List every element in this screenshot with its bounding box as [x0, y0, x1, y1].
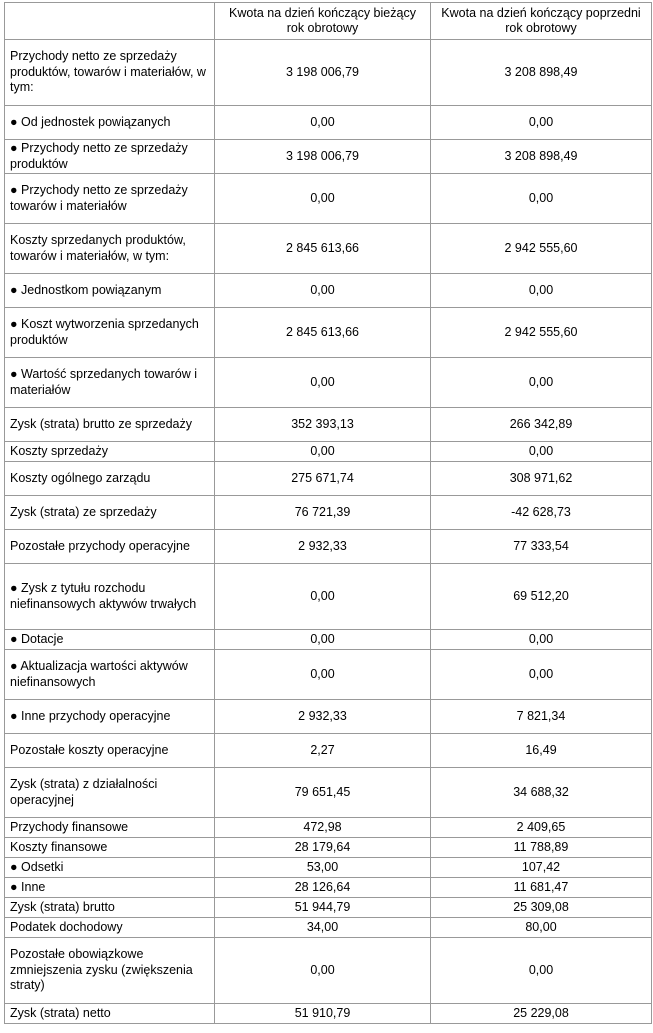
- current-year-value: 76 721,39: [215, 496, 431, 530]
- current-year-value: 0,00: [215, 106, 431, 140]
- current-year-value: 51 910,79: [215, 1004, 431, 1024]
- current-year-value: 3 198 006,79: [215, 140, 431, 174]
- current-year-value: 2 932,33: [215, 700, 431, 734]
- table-row: [5, 918, 652, 938]
- row-label: ● Zysk z tytułu rozchodu niefinansowych aktywów trwałych: [5, 564, 215, 630]
- header-empty: [5, 3, 215, 40]
- table-row: [5, 1004, 652, 1024]
- table-row: [5, 358, 652, 408]
- current-year-value: 0,00: [215, 442, 431, 462]
- table-row: [5, 878, 652, 898]
- table-row: [5, 650, 652, 700]
- previous-year-value: 11 681,47: [431, 878, 652, 898]
- row-label: ● Inne przychody operacyjne: [5, 700, 215, 734]
- previous-year-value: 7 821,34: [431, 700, 652, 734]
- current-year-value: 28 126,64: [215, 878, 431, 898]
- previous-year-value: 308 971,62: [431, 462, 652, 496]
- table-row: [5, 700, 652, 734]
- previous-year-value: 0,00: [431, 174, 652, 224]
- row-label: Przychody finansowe: [5, 818, 215, 838]
- current-year-value: 0,00: [215, 358, 431, 408]
- current-year-value: 2 845 613,66: [215, 308, 431, 358]
- table-row: [5, 462, 652, 496]
- row-label: ● Przychody netto ze sprzedaży towarów i materiałów: [5, 174, 215, 224]
- header-row: [5, 3, 652, 40]
- table-row: [5, 496, 652, 530]
- previous-year-value: 0,00: [431, 358, 652, 408]
- table-row: [5, 274, 652, 308]
- table-row: [5, 938, 652, 1004]
- table-row: [5, 630, 652, 650]
- previous-year-value: 266 342,89: [431, 408, 652, 442]
- previous-year-value: 0,00: [431, 630, 652, 650]
- row-label: Koszty finansowe: [5, 838, 215, 858]
- previous-year-value: 11 788,89: [431, 838, 652, 858]
- row-label: Pozostałe obowiązkowe zmniejszenia zysku (zwiększenia straty): [5, 938, 215, 1004]
- table-row: [5, 530, 652, 564]
- previous-year-value: 2 942 555,60: [431, 224, 652, 274]
- table-row: [5, 858, 652, 878]
- table-row: [5, 818, 652, 838]
- current-year-value: 79 651,45: [215, 768, 431, 818]
- previous-year-value: 2 409,65: [431, 818, 652, 838]
- row-label: ● Dotacje: [5, 630, 215, 650]
- previous-year-value: 0,00: [431, 106, 652, 140]
- previous-year-value: 16,49: [431, 734, 652, 768]
- previous-year-value: 25 229,08: [431, 1004, 652, 1024]
- row-label: Koszty sprzedaży: [5, 442, 215, 462]
- row-label: ● Przychody netto ze sprzedaży produktów: [5, 140, 215, 174]
- previous-year-value: 0,00: [431, 650, 652, 700]
- current-year-value: 2 932,33: [215, 530, 431, 564]
- row-label: Przychody netto ze sprzedaży produktów, towarów i materiałów, w tym:: [5, 40, 215, 106]
- previous-year-value: 2 942 555,60: [431, 308, 652, 358]
- previous-year-value: 3 208 898,49: [431, 140, 652, 174]
- table-row: [5, 442, 652, 462]
- row-label: Zysk (strata) brutto ze sprzedaży: [5, 408, 215, 442]
- current-year-value: 0,00: [215, 650, 431, 700]
- current-year-value: 3 198 006,79: [215, 40, 431, 106]
- previous-year-value: 69 512,20: [431, 564, 652, 630]
- row-label: Koszty ogólnego zarządu: [5, 462, 215, 496]
- row-label: ● Koszt wytworzenia sprzedanych produktów: [5, 308, 215, 358]
- current-year-value: 51 944,79: [215, 898, 431, 918]
- row-label: ● Aktualizacja wartości aktywów niefinansowych: [5, 650, 215, 700]
- table-row: [5, 140, 652, 174]
- row-label: ● Wartość sprzedanych towarów i materiałów: [5, 358, 215, 408]
- current-year-value: 352 393,13: [215, 408, 431, 442]
- current-year-value: 0,00: [215, 274, 431, 308]
- current-year-value: 275 671,74: [215, 462, 431, 496]
- table-row: [5, 174, 652, 224]
- current-year-value: 53,00: [215, 858, 431, 878]
- current-year-value: 0,00: [215, 938, 431, 1004]
- previous-year-value: 107,42: [431, 858, 652, 878]
- row-label: ● Inne: [5, 878, 215, 898]
- previous-year-value: 34 688,32: [431, 768, 652, 818]
- previous-year-value: 80,00: [431, 918, 652, 938]
- table-row: [5, 106, 652, 140]
- table-row: [5, 564, 652, 630]
- current-year-value: 0,00: [215, 630, 431, 650]
- header-previous-year: Kwota na dzień kończący poprzedni rok obrotowy: [431, 3, 652, 40]
- current-year-value: 0,00: [215, 564, 431, 630]
- row-label: Zysk (strata) brutto: [5, 898, 215, 918]
- row-label: Podatek dochodowy: [5, 918, 215, 938]
- row-label: Zysk (strata) ze sprzedaży: [5, 496, 215, 530]
- table-row: [5, 408, 652, 442]
- table-row: [5, 308, 652, 358]
- row-label: Koszty sprzedanych produktów, towarów i materiałów, w tym:: [5, 224, 215, 274]
- previous-year-value: 0,00: [431, 938, 652, 1004]
- table-row: [5, 734, 652, 768]
- current-year-value: 2 845 613,66: [215, 224, 431, 274]
- previous-year-value: 0,00: [431, 274, 652, 308]
- current-year-value: 0,00: [215, 174, 431, 224]
- current-year-value: 2,27: [215, 734, 431, 768]
- table-row: [5, 838, 652, 858]
- table-row: [5, 40, 652, 106]
- previous-year-value: 0,00: [431, 442, 652, 462]
- previous-year-value: 77 333,54: [431, 530, 652, 564]
- row-label: Zysk (strata) netto: [5, 1004, 215, 1024]
- previous-year-value: -42 628,73: [431, 496, 652, 530]
- table-row: [5, 768, 652, 818]
- row-label: ● Od jednostek powiązanych: [5, 106, 215, 140]
- header-current-year: Kwota na dzień kończący bieżący rok obrotowy: [215, 3, 431, 40]
- row-label: Pozostałe koszty operacyjne: [5, 734, 215, 768]
- financial-table: [4, 2, 652, 1024]
- table-row: [5, 224, 652, 274]
- current-year-value: 28 179,64: [215, 838, 431, 858]
- table-row: [5, 898, 652, 918]
- previous-year-value: 3 208 898,49: [431, 40, 652, 106]
- previous-year-value: 25 309,08: [431, 898, 652, 918]
- current-year-value: 34,00: [215, 918, 431, 938]
- row-label: ● Jednostkom powiązanym: [5, 274, 215, 308]
- row-label: Pozostałe przychody operacyjne: [5, 530, 215, 564]
- row-label: ● Odsetki: [5, 858, 215, 878]
- row-label: Zysk (strata) z działalności operacyjnej: [5, 768, 215, 818]
- current-year-value: 472,98: [215, 818, 431, 838]
